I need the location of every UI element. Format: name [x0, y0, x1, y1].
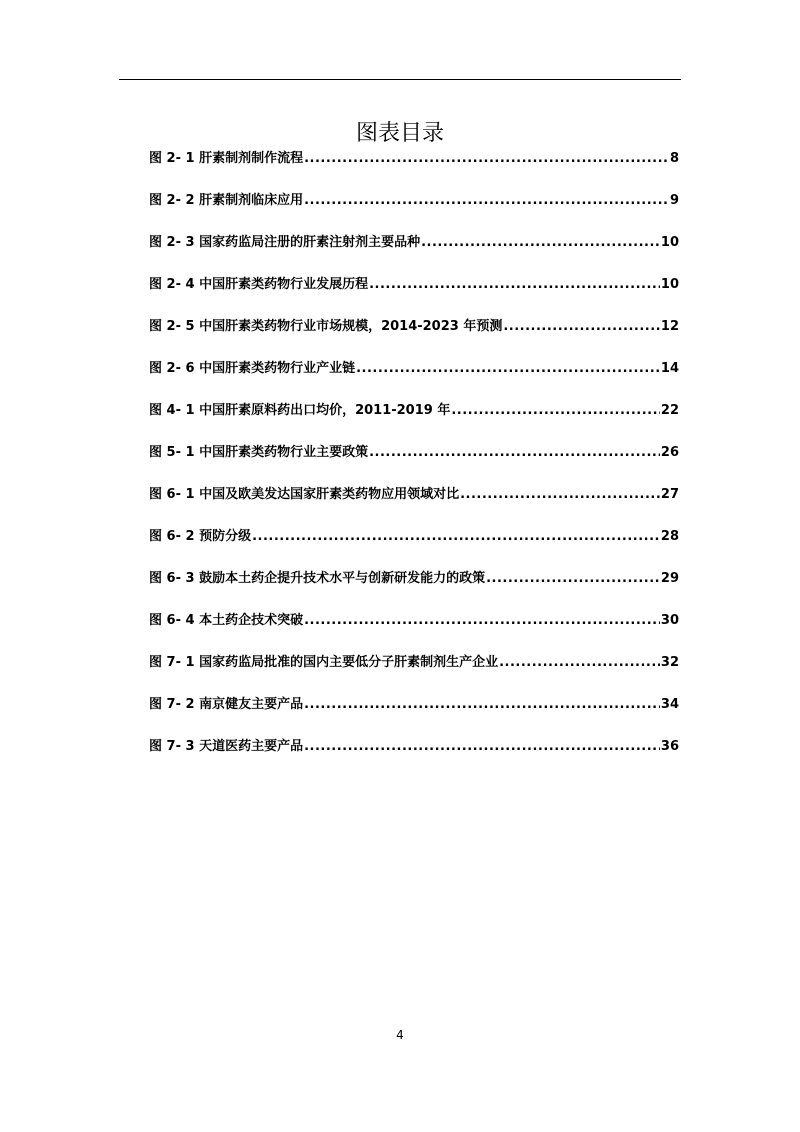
- toc-entry[interactable]: [149, 485, 679, 527]
- toc-entry-label: 图 7- 2 南京健友主要产品: [149, 697, 304, 712]
- toc-entry[interactable]: [149, 695, 679, 737]
- toc-entry[interactable]: [149, 611, 679, 653]
- toc-entry-page: 9: [669, 193, 679, 208]
- toc-entry-page: 36: [660, 739, 679, 754]
- toc-leader-dots: [421, 233, 660, 253]
- toc-entry[interactable]: [149, 737, 679, 779]
- page-number: 4: [396, 1028, 404, 1042]
- toc-entry-page: 27: [660, 487, 679, 502]
- toc-entry-label: 图 2- 5 中国肝素类药物行业市场规模，2014-2023 年预测: [149, 319, 503, 334]
- toc-leader-dots: [369, 275, 660, 295]
- toc-entry[interactable]: [149, 443, 679, 485]
- toc-entry-label: 图 6- 3 鼓励本土药企提升技术水平与创新研发能力的政策: [149, 571, 486, 586]
- toc-leader-dots: [499, 653, 660, 673]
- toc-leader-dots: [503, 317, 660, 337]
- toc-leader-dots: [304, 191, 669, 211]
- toc-leader-dots: [369, 443, 660, 463]
- toc-entry[interactable]: [149, 569, 679, 611]
- toc-entry[interactable]: [149, 191, 679, 233]
- toc-entry[interactable]: [149, 233, 679, 275]
- toc-entry-label: 图 5- 1 中国肝素类药物行业主要政策: [149, 445, 369, 460]
- toc-entry-label: 图 2- 3 国家药监局注册的肝素注射剂主要品种: [149, 235, 421, 250]
- header-rule: [119, 79, 681, 80]
- toc-entry[interactable]: [149, 527, 679, 569]
- toc-entry-page: 26: [660, 445, 679, 460]
- toc-entry-label: 图 4- 1 中国肝素原料药出口均价，2011-2019 年: [149, 403, 451, 418]
- toc-entry-label: 图 6- 4 本土药企技术突破: [149, 613, 304, 628]
- toc-entry-page: 10: [660, 277, 679, 292]
- toc-leader-dots: [304, 611, 660, 631]
- page-title: 图表目录: [355, 120, 444, 146]
- toc-entry[interactable]: [149, 359, 679, 401]
- toc-entry-label: 图 2- 6 中国肝素类药物行业产业链: [149, 361, 356, 376]
- toc-entry-page: 28: [660, 529, 679, 544]
- toc-entry-label: 图 6- 1 中国及欧美发达国家肝素类药物应用领域对比: [149, 487, 460, 502]
- toc-leader-dots: [304, 149, 669, 169]
- toc-entry-page: 22: [660, 403, 679, 418]
- toc-leader-dots: [460, 485, 660, 505]
- toc-entry-page: 29: [660, 571, 679, 586]
- toc-entry[interactable]: [149, 401, 679, 443]
- toc-leader-dots: [356, 359, 660, 379]
- toc-leader-dots: [252, 527, 660, 547]
- toc-leader-dots: [486, 569, 660, 589]
- toc-entry[interactable]: [149, 317, 679, 359]
- toc-entry-page: 8: [669, 151, 679, 166]
- toc-entry-label: 图 2- 2 肝素制剂临床应用: [149, 193, 304, 208]
- toc-entry[interactable]: [149, 653, 679, 695]
- toc-entry[interactable]: [149, 275, 679, 317]
- toc-entry[interactable]: [149, 149, 679, 191]
- toc-entry-page: 12: [660, 319, 679, 334]
- toc-entry-label: 图 2- 1 肝素制剂制作流程: [149, 151, 304, 166]
- toc-entry-page: 14: [660, 361, 679, 376]
- toc-entry-label: 图 7- 1 国家药监局批准的国内主要低分子肝素制剂生产企业: [149, 655, 499, 670]
- toc-entry-page: 32: [660, 655, 679, 670]
- toc-entry-label: 图 6- 2 预防分级: [149, 529, 252, 544]
- toc-entry-label: 图 2- 4 中国肝素类药物行业发展历程: [149, 277, 369, 292]
- toc-entry-label: 图 7- 3 天道医药主要产品: [149, 739, 304, 754]
- toc-leader-dots: [304, 737, 660, 757]
- table-of-figures: [149, 149, 679, 779]
- toc-entry-page: 10: [660, 235, 679, 250]
- toc-leader-dots: [451, 401, 660, 421]
- toc-entry-page: 34: [660, 697, 679, 712]
- toc-entry-page: 30: [660, 613, 679, 628]
- toc-leader-dots: [304, 695, 660, 715]
